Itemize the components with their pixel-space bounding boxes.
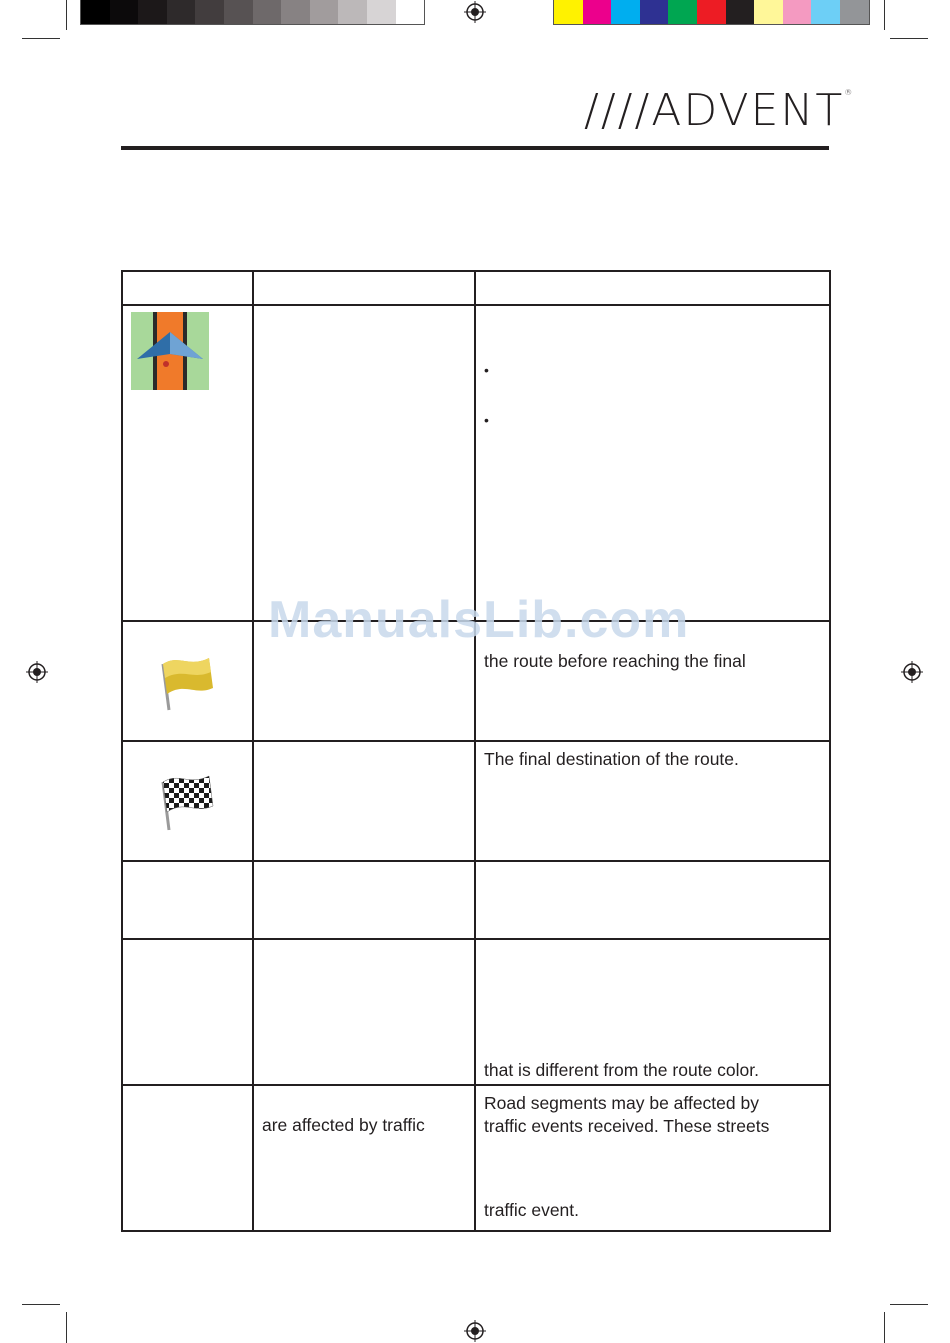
- map-symbol-table: [121, 270, 831, 1232]
- crop-mark: [884, 0, 885, 30]
- symbol-cell: [122, 305, 253, 621]
- color-swatch: [640, 0, 669, 24]
- watermark: ManualsLib.com: [268, 591, 690, 649]
- color-swatch: [811, 0, 840, 24]
- color-swatch: [396, 0, 425, 24]
- description-text: the route before reaching the final: [484, 651, 746, 671]
- registration-mark-icon: [901, 661, 923, 683]
- color-swatch: [583, 0, 612, 24]
- description-line: Road segments may be affected by: [484, 1093, 759, 1113]
- description-line: traffic events received. These streets: [484, 1116, 770, 1136]
- logo-text: ADVENT: [651, 85, 845, 136]
- color-swatch: [224, 0, 253, 24]
- description-text: [476, 1086, 829, 1144]
- header-cell-symbol: [122, 271, 253, 305]
- symbol-cell: [122, 1085, 253, 1231]
- color-swatch: [138, 0, 167, 24]
- name-cell: [253, 939, 475, 1085]
- table-row: [122, 741, 830, 861]
- name-cell: [253, 305, 475, 621]
- symbol-cell: [122, 741, 253, 861]
- table-row: [122, 305, 830, 621]
- vehicle-position-icon: [131, 312, 209, 390]
- name-cell: [253, 741, 475, 861]
- symbol-cell: [122, 861, 253, 939]
- yellow-flag-icon: [149, 650, 219, 720]
- description-cell: [475, 741, 830, 861]
- header-cell-description: [475, 271, 830, 305]
- header-cell-name: [253, 271, 475, 305]
- description-text: The final destination of the route.: [484, 749, 739, 769]
- header-rule: [121, 146, 829, 150]
- table-row: [122, 1085, 830, 1231]
- crop-mark: [66, 1312, 67, 1343]
- grayscale-swatch-bar: [80, 0, 425, 25]
- crop-mark: [66, 0, 67, 30]
- color-swatch: [195, 0, 224, 24]
- description-line: traffic event.: [484, 1200, 580, 1220]
- description-cell: [475, 1085, 830, 1231]
- bullet: •: [484, 412, 489, 428]
- registration-mark-icon: [464, 1, 486, 23]
- color-swatch: [167, 0, 196, 24]
- crop-mark: [22, 38, 60, 39]
- description-cell: [475, 861, 830, 939]
- registration-mark-icon: [464, 1320, 486, 1342]
- color-swatch: [281, 0, 310, 24]
- symbol-cell: [122, 939, 253, 1085]
- crop-mark: [884, 1312, 885, 1343]
- registration-mark-icon: [26, 661, 48, 683]
- color-swatch: [367, 0, 396, 24]
- color-swatch: [611, 0, 640, 24]
- name-text: are affected by traffic: [262, 1115, 425, 1135]
- description-text: that is different from the route color.: [484, 1060, 759, 1080]
- registered-mark: ®: [844, 88, 855, 97]
- checkered-flag-icon: [149, 768, 219, 838]
- crop-mark: [890, 38, 928, 39]
- color-swatch: [726, 0, 755, 24]
- color-swatch: [310, 0, 339, 24]
- description-cell: [475, 939, 830, 1085]
- color-swatch: [668, 0, 697, 24]
- color-swatch: [754, 0, 783, 24]
- crop-mark: [890, 1304, 928, 1305]
- table-row: [122, 939, 830, 1085]
- color-swatch-bar: [553, 0, 870, 25]
- table-row: [122, 861, 830, 939]
- advent-logo: [584, 85, 855, 136]
- color-swatch: [338, 0, 367, 24]
- name-cell: [253, 1085, 475, 1231]
- name-cell: [253, 861, 475, 939]
- color-swatch: [253, 0, 282, 24]
- color-swatch: [783, 0, 812, 24]
- color-swatch: [840, 0, 869, 24]
- bullet: •: [484, 362, 489, 378]
- description-cell: [475, 305, 830, 621]
- logo-slashes: ////: [584, 85, 652, 136]
- crop-mark: [22, 1304, 60, 1305]
- table-header-row: [122, 271, 830, 305]
- color-swatch: [554, 0, 583, 24]
- symbol-cell: [122, 621, 253, 741]
- color-swatch: [81, 0, 110, 24]
- color-swatch: [110, 0, 139, 24]
- color-swatch: [697, 0, 726, 24]
